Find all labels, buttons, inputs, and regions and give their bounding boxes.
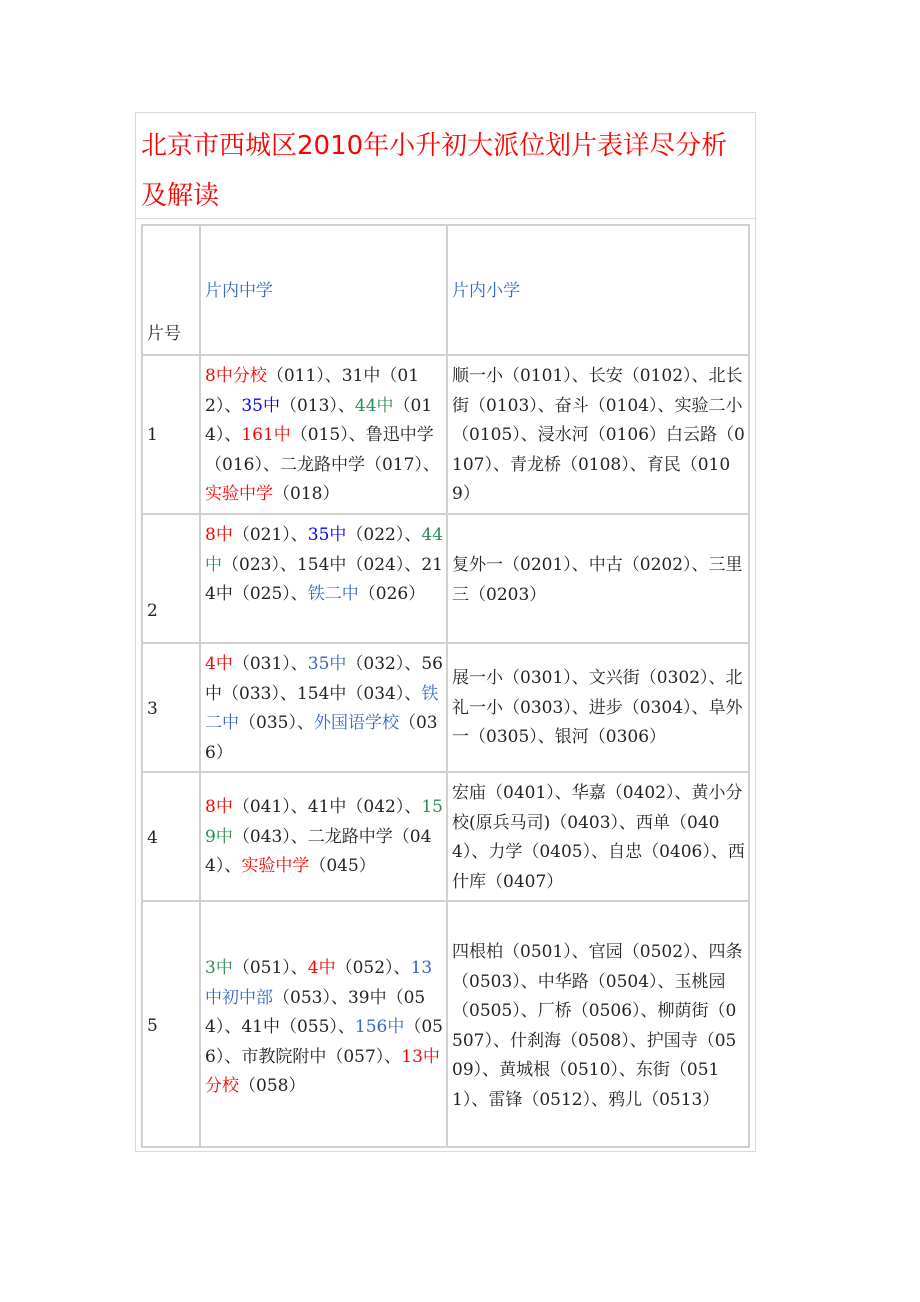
row-2-middle-schools — [205, 521, 444, 610]
school-list-text: （056）、市教院附中（057）、 — [205, 1017, 443, 1067]
row-1-middle-schools — [205, 362, 444, 510]
highlighted-school-name: 159中 — [205, 797, 443, 847]
row-3-middle-schools — [205, 650, 444, 768]
highlighted-school-name: 8中 — [205, 797, 233, 817]
school-list-text: （021）、 — [232, 525, 308, 545]
row-1-primary-schools: 顺一小（0101）、长安（0102）、北长街（0103）、奋斗（0104）、实验二小（0105）、浸水河（0106）白云路（0107）、青龙桥（0108）、育民（0109） — [452, 366, 745, 505]
highlighted-school-name: 4中 — [307, 958, 336, 978]
row-5-primary-schools: 四根柏（0501）、官园（0502）、四条（0503）、中华路（0504）、玉桃园（0505）、厂桥（0506）、柳荫街（0507）、什刹海（0508）、护国寺（0509）、黄城根（0510）、东街（0511）、雷锋（0512）、鸦儿（0513） — [452, 942, 743, 1110]
highlighted-school-name: 实验中学 — [241, 856, 310, 877]
row-4-num: 4 — [147, 828, 158, 848]
highlighted-school-name: 8中分校 — [205, 366, 267, 386]
highlighted-school-name: 3中 — [205, 958, 233, 978]
row-5-num: 5 — [147, 1016, 158, 1036]
row-3-primary-cell — [447, 643, 749, 772]
row-5-middle-cell — [200, 901, 447, 1147]
header-num: 片号 — [147, 324, 181, 344]
row-1-primary-cell — [447, 355, 749, 514]
highlighted-school-name: 4中 — [205, 654, 233, 674]
school-list-text: （043）、二龙路中学（044）、 — [205, 826, 432, 877]
highlighted-school-name: 铁二中 — [307, 584, 359, 605]
highlighted-school-name: 161中 — [241, 425, 291, 446]
row-2-primary-cell — [447, 514, 749, 643]
header-primary-cell — [447, 225, 749, 355]
row-3-num: 3 — [147, 699, 158, 719]
highlighted-school-name: 铁二中 — [205, 683, 439, 734]
school-list-text: （045） — [309, 856, 376, 877]
highlighted-school-name: 35中 — [307, 525, 347, 545]
row-4-middle-cell — [200, 772, 447, 901]
row-2-primary-schools: 复外一（0201）、中古（0202）、三里三（0203） — [452, 555, 743, 605]
school-list-text: （035）、 — [239, 713, 314, 734]
row-1-middle-cell — [200, 355, 447, 514]
district-table — [141, 224, 750, 1148]
row-5-primary-cell — [447, 901, 749, 1147]
highlighted-school-name: 13中分校 — [205, 1046, 440, 1097]
row-2-num-cell — [142, 514, 200, 643]
header-primary: 片内小学 — [452, 281, 520, 301]
row-1-num: 1 — [147, 425, 158, 445]
highlighted-school-name: 实验中学 — [205, 484, 273, 505]
row-2-num: 2 — [147, 601, 158, 621]
school-list-text: （023）、154中（024）、214中（025）、 — [205, 554, 443, 605]
highlighted-school-name: 44中 — [205, 525, 444, 575]
school-list-text: （026） — [358, 584, 426, 605]
row-1-num-cell — [142, 355, 200, 514]
school-list-text: （053）、39中（054）、41中（055）、 — [205, 987, 426, 1038]
header-middle: 片内中学 — [205, 281, 273, 301]
row-3-num-cell — [142, 643, 200, 772]
school-list-text: （052）、 — [335, 958, 411, 978]
school-list-text: （031）、 — [232, 654, 308, 674]
header-num-cell — [142, 225, 200, 355]
school-list-text: （018） — [273, 484, 340, 505]
school-list-text: （051）、 — [232, 958, 308, 978]
school-list-text: （041）、41中（042）、 — [232, 797, 422, 817]
school-list-text: （014）、 — [205, 395, 433, 446]
highlighted-school-name: 35中 — [307, 654, 347, 674]
school-list-text: （032）、56中（033）、154中（034）、 — [205, 654, 444, 704]
highlighted-school-name: 156中 — [354, 1017, 405, 1038]
row-4-primary-cell — [447, 772, 749, 901]
title-box — [136, 113, 755, 219]
row-3-primary-schools: 展一小（0301）、文兴街（0302）、北礼一小（0303）、进步（0304）、阜外一（0305）、银河（0306） — [452, 668, 743, 748]
school-list-text: （015）、鲁迅中学（016）、二龙路中学（017）、 — [205, 425, 440, 475]
row-4-middle-schools — [205, 793, 444, 882]
row-5-middle-schools — [205, 954, 444, 1102]
page-title: 北京市西城区2010年小升初大派位划片表详尽分析及解读 — [141, 131, 728, 211]
article-frame — [135, 112, 756, 1152]
highlighted-school-name: 44中 — [354, 395, 394, 416]
school-list-text: （011）、31中（012）、 — [205, 366, 420, 416]
row-4-primary-schools: 宏庙（0401）、华嘉（0402）、黄小分校(原兵马司)（0403）、西单（0404）、力学（0405）、自忠（0406）、西什库（0407） — [452, 783, 745, 892]
highlighted-school-name: 外国语学校 — [313, 713, 399, 734]
row-5-num-cell — [142, 901, 200, 1147]
highlighted-school-name: 8中 — [205, 525, 233, 545]
highlighted-school-name: 35中 — [241, 395, 280, 416]
highlighted-school-name: 13中初中部 — [205, 958, 433, 1008]
header-middle-cell — [200, 225, 447, 355]
row-4-num-cell — [142, 772, 200, 901]
school-list-text: （036） — [205, 713, 438, 763]
school-list-text: （013）、 — [279, 395, 355, 416]
school-list-text: （058） — [239, 1076, 306, 1097]
school-list-text: （022）、 — [346, 525, 422, 545]
row-2-middle-cell — [200, 514, 447, 643]
row-3-middle-cell — [200, 643, 447, 772]
